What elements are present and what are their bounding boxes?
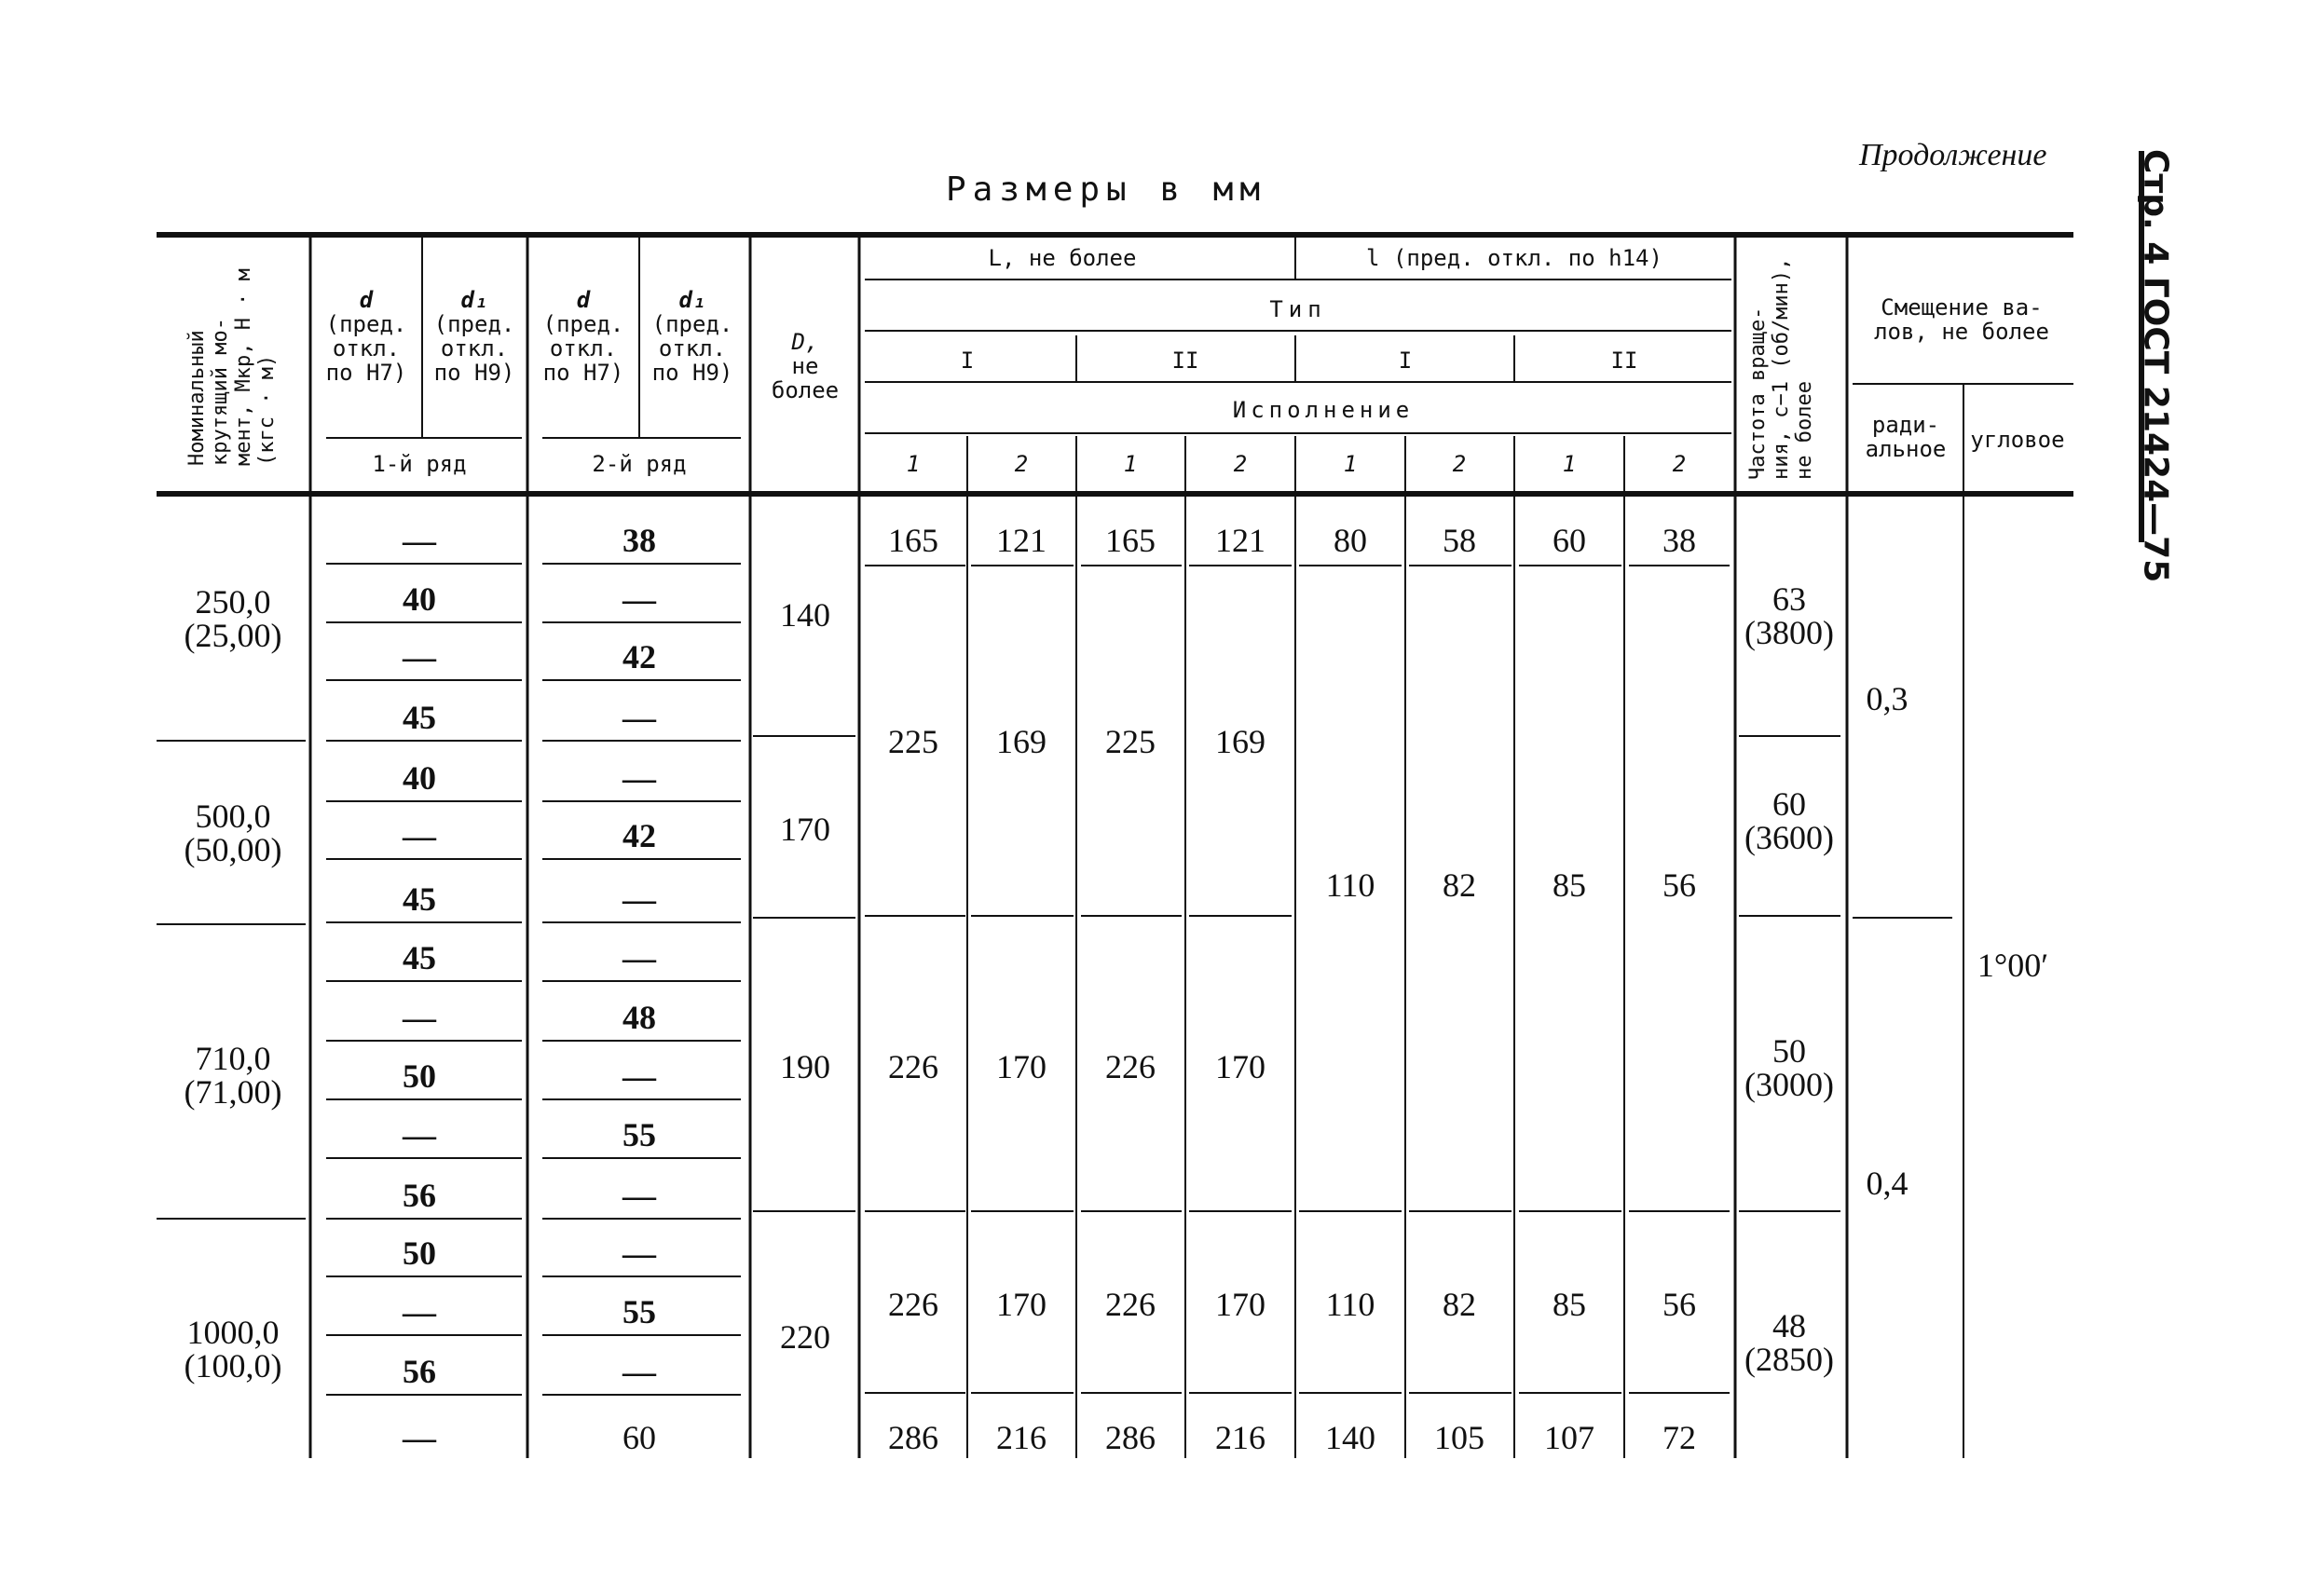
radial-header-2: альное: [1865, 436, 1947, 462]
l-1-3: 60: [1553, 522, 1586, 559]
d-row-2-col1: 40: [403, 580, 436, 618]
freq-value-3: 50: [1772, 1032, 1806, 1070]
d1-header-2: d₁: [678, 287, 706, 313]
freq-header-line2: ния, с−1 (об/мин),: [1770, 257, 1793, 480]
ispolnenie-header: Исполнение: [1232, 397, 1415, 423]
L-4-1: 226: [888, 1286, 938, 1323]
L-3-2: 170: [996, 1048, 1047, 1085]
shift-header-2: лов, не более: [1874, 319, 2049, 345]
freq-rpm-2: (3600): [1744, 819, 1834, 856]
d-row-9-col2: 48: [622, 999, 656, 1036]
d-row-7-col2: —: [622, 880, 656, 918]
isp-2-a: 2: [1014, 451, 1029, 477]
l-1-1: 80: [1334, 522, 1367, 559]
l-1-4: 38: [1662, 522, 1696, 559]
torque-value-2: 500,0: [195, 798, 271, 835]
l-4-1: 140: [1325, 1419, 1375, 1456]
D-value-2: 170: [780, 811, 830, 848]
d-row-10-col2: —: [622, 1057, 656, 1095]
side-page-label: Стр. 4 ГОСТ 21424—75: [2136, 149, 2175, 583]
l-3-4: 56: [1662, 1286, 1696, 1323]
l-2-1: 110: [1325, 866, 1375, 904]
L-1-4: 121: [1215, 522, 1265, 559]
torque-value-1: 250,0: [195, 583, 271, 621]
L-5-3: 286: [1105, 1419, 1156, 1456]
row1-label: 1-й ряд: [372, 451, 467, 477]
radial-value-1: 0,3: [1866, 680, 1908, 717]
l-4-2: 105: [1434, 1419, 1484, 1456]
d-row-15-col1: 56: [403, 1353, 436, 1390]
d1-otkl-1: откл.: [440, 335, 509, 361]
l-2-3: 85: [1553, 866, 1586, 904]
freq-rpm-1: (3800): [1744, 614, 1834, 651]
L-1-2: 121: [996, 522, 1047, 559]
L-1-1: 165: [888, 522, 938, 559]
L-2-2: 169: [996, 723, 1047, 760]
D-value-1: 140: [780, 596, 830, 634]
torque-kgs-1: (25,00): [184, 617, 282, 654]
torque-value-4: 1000,0: [186, 1314, 280, 1351]
freq-rpm-3: (3000): [1744, 1066, 1834, 1103]
torque-value-3: 710,0: [195, 1040, 271, 1077]
D-header-2: не: [791, 353, 819, 379]
L-3-3: 226: [1105, 1048, 1156, 1085]
d-row-4-col2: —: [622, 699, 656, 736]
d-row-12-col2: —: [622, 1177, 656, 1214]
d1-pred-2: (пред.: [651, 311, 733, 337]
freq-header-line3: не более: [1793, 381, 1816, 480]
L-4-2: 170: [996, 1286, 1047, 1323]
sizes-caption: Размеры в мм: [946, 171, 1267, 209]
isp-2-d: 2: [1672, 451, 1687, 477]
d-otkl-1: откл.: [332, 335, 401, 361]
freq-rpm-4: (2850): [1744, 1341, 1834, 1378]
torque-kgs-2: (50,00): [184, 831, 282, 868]
d-row-2-col2: —: [622, 580, 656, 618]
d1-pred-1: (пред.: [433, 311, 515, 337]
D-header-3: более: [771, 377, 840, 403]
d-row-6-col2: 42: [622, 817, 656, 854]
d-h7-2: по H7): [542, 360, 624, 386]
d-row-4-col1: 45: [403, 699, 436, 736]
d-row-16-col2: 60: [622, 1419, 656, 1456]
d-row-11-col2: 55: [622, 1116, 656, 1153]
isp-2-b: 2: [1233, 451, 1248, 477]
row2-label: 2-й ряд: [592, 451, 687, 477]
d1-h9-2: по H9): [651, 360, 733, 386]
l-3-2: 82: [1443, 1286, 1476, 1323]
D-header-1: D,: [791, 329, 819, 355]
l-3-1: 110: [1325, 1286, 1375, 1323]
angular-header: угловое: [1970, 427, 2065, 453]
freq-value-2: 60: [1772, 785, 1806, 823]
torque-kgs-4: (100,0): [184, 1347, 282, 1385]
torque-header-line1: Номинальный: [185, 330, 209, 466]
d-row-7-col1: 45: [403, 880, 436, 918]
continuation-label: Продолжение: [1859, 138, 2047, 172]
l-4-4: 72: [1662, 1419, 1696, 1456]
L-5-1: 286: [888, 1419, 938, 1456]
torque-header-line3: мент, Мкр, Н · м: [232, 268, 255, 466]
d-row-9-col1: —: [403, 999, 436, 1036]
isp-1-b: 1: [1123, 451, 1138, 477]
l-2-2: 82: [1443, 866, 1476, 904]
angular-value: 1°00′: [1977, 947, 2049, 984]
freq-value-1: 63: [1772, 580, 1806, 618]
d-pred-1: (пред.: [325, 311, 407, 337]
type-II-L: II: [1171, 348, 1199, 374]
l-header: l (пред. откл. по h14): [1366, 245, 1662, 271]
L-2-3: 225: [1105, 723, 1156, 760]
d-row-13-col1: 50: [403, 1235, 436, 1272]
L-4-4: 170: [1215, 1286, 1265, 1323]
D-value-3: 190: [780, 1048, 830, 1085]
d-row-14-col2: 55: [622, 1293, 656, 1330]
L-3-1: 226: [888, 1048, 938, 1085]
d-row-3-col2: 42: [622, 638, 656, 675]
radial-header-1: ради-: [1871, 412, 1940, 438]
d-pred-2: (пред.: [542, 311, 624, 337]
d-row-6-col1: —: [403, 817, 436, 854]
L-2-4: 169: [1215, 723, 1265, 760]
d-row-5-col1: 40: [403, 759, 436, 797]
shift-header-1: Смещение ва-: [1881, 294, 2043, 321]
type-I-L: I: [960, 348, 975, 374]
d-row-1-col2: 38: [622, 522, 656, 559]
d-h7-1: по H7): [325, 360, 407, 386]
L-5-2: 216: [996, 1419, 1047, 1456]
freq-header: [1746, 258, 1816, 480]
d-row-11-col1: —: [403, 1116, 436, 1153]
isp-2-c: 2: [1452, 451, 1467, 477]
type-I-l: I: [1398, 348, 1413, 374]
type-II-l: II: [1610, 348, 1638, 374]
d-otkl-2: откл.: [549, 335, 618, 361]
L-4-3: 226: [1105, 1286, 1156, 1323]
d-row-5-col2: —: [622, 759, 656, 797]
d-header-1: d: [359, 287, 374, 313]
torque-header: [185, 268, 279, 466]
d1-h9-1: по H9): [433, 360, 515, 386]
radial-value-2: 0,4: [1866, 1165, 1908, 1202]
d-row-1-col1: —: [403, 522, 436, 559]
isp-1-c: 1: [1343, 451, 1358, 477]
l-3-3: 85: [1553, 1286, 1586, 1323]
L-header: L, не более: [988, 245, 1137, 271]
freq-header-line1: Частота враще-: [1746, 307, 1770, 480]
L-1-3: 165: [1105, 522, 1156, 559]
d-row-10-col1: 50: [403, 1057, 436, 1095]
d-row-15-col2: —: [622, 1353, 656, 1390]
l-2-4: 56: [1662, 866, 1696, 904]
isp-1-a: 1: [906, 451, 921, 477]
d-row-13-col2: —: [622, 1235, 656, 1272]
d-row-8-col1: 45: [403, 939, 436, 976]
L-2-1: 225: [888, 723, 938, 760]
L-3-4: 170: [1215, 1048, 1265, 1085]
torque-header-line4: (кгс · м): [255, 354, 279, 466]
d1-otkl-2: откл.: [658, 335, 727, 361]
freq-value-4: 48: [1772, 1307, 1806, 1344]
isp-1-d: 1: [1562, 451, 1577, 477]
d-row-14-col1: —: [403, 1293, 436, 1330]
d-row-8-col2: —: [622, 939, 656, 976]
l-4-3: 107: [1544, 1419, 1594, 1456]
torque-header-line2: крутящий мо-: [209, 318, 232, 466]
tip-header: Тип: [1269, 296, 1327, 322]
L-5-4: 216: [1215, 1419, 1265, 1456]
d-row-16-col1: —: [403, 1419, 436, 1456]
D-value-4: 220: [780, 1318, 830, 1356]
torque-kgs-3: (71,00): [184, 1073, 282, 1111]
l-1-2: 58: [1443, 522, 1476, 559]
d-row-3-col1: —: [403, 638, 436, 675]
d1-header-1: d₁: [460, 287, 488, 313]
d-header-2: d: [576, 287, 591, 313]
d-row-12-col1: 56: [403, 1177, 436, 1214]
